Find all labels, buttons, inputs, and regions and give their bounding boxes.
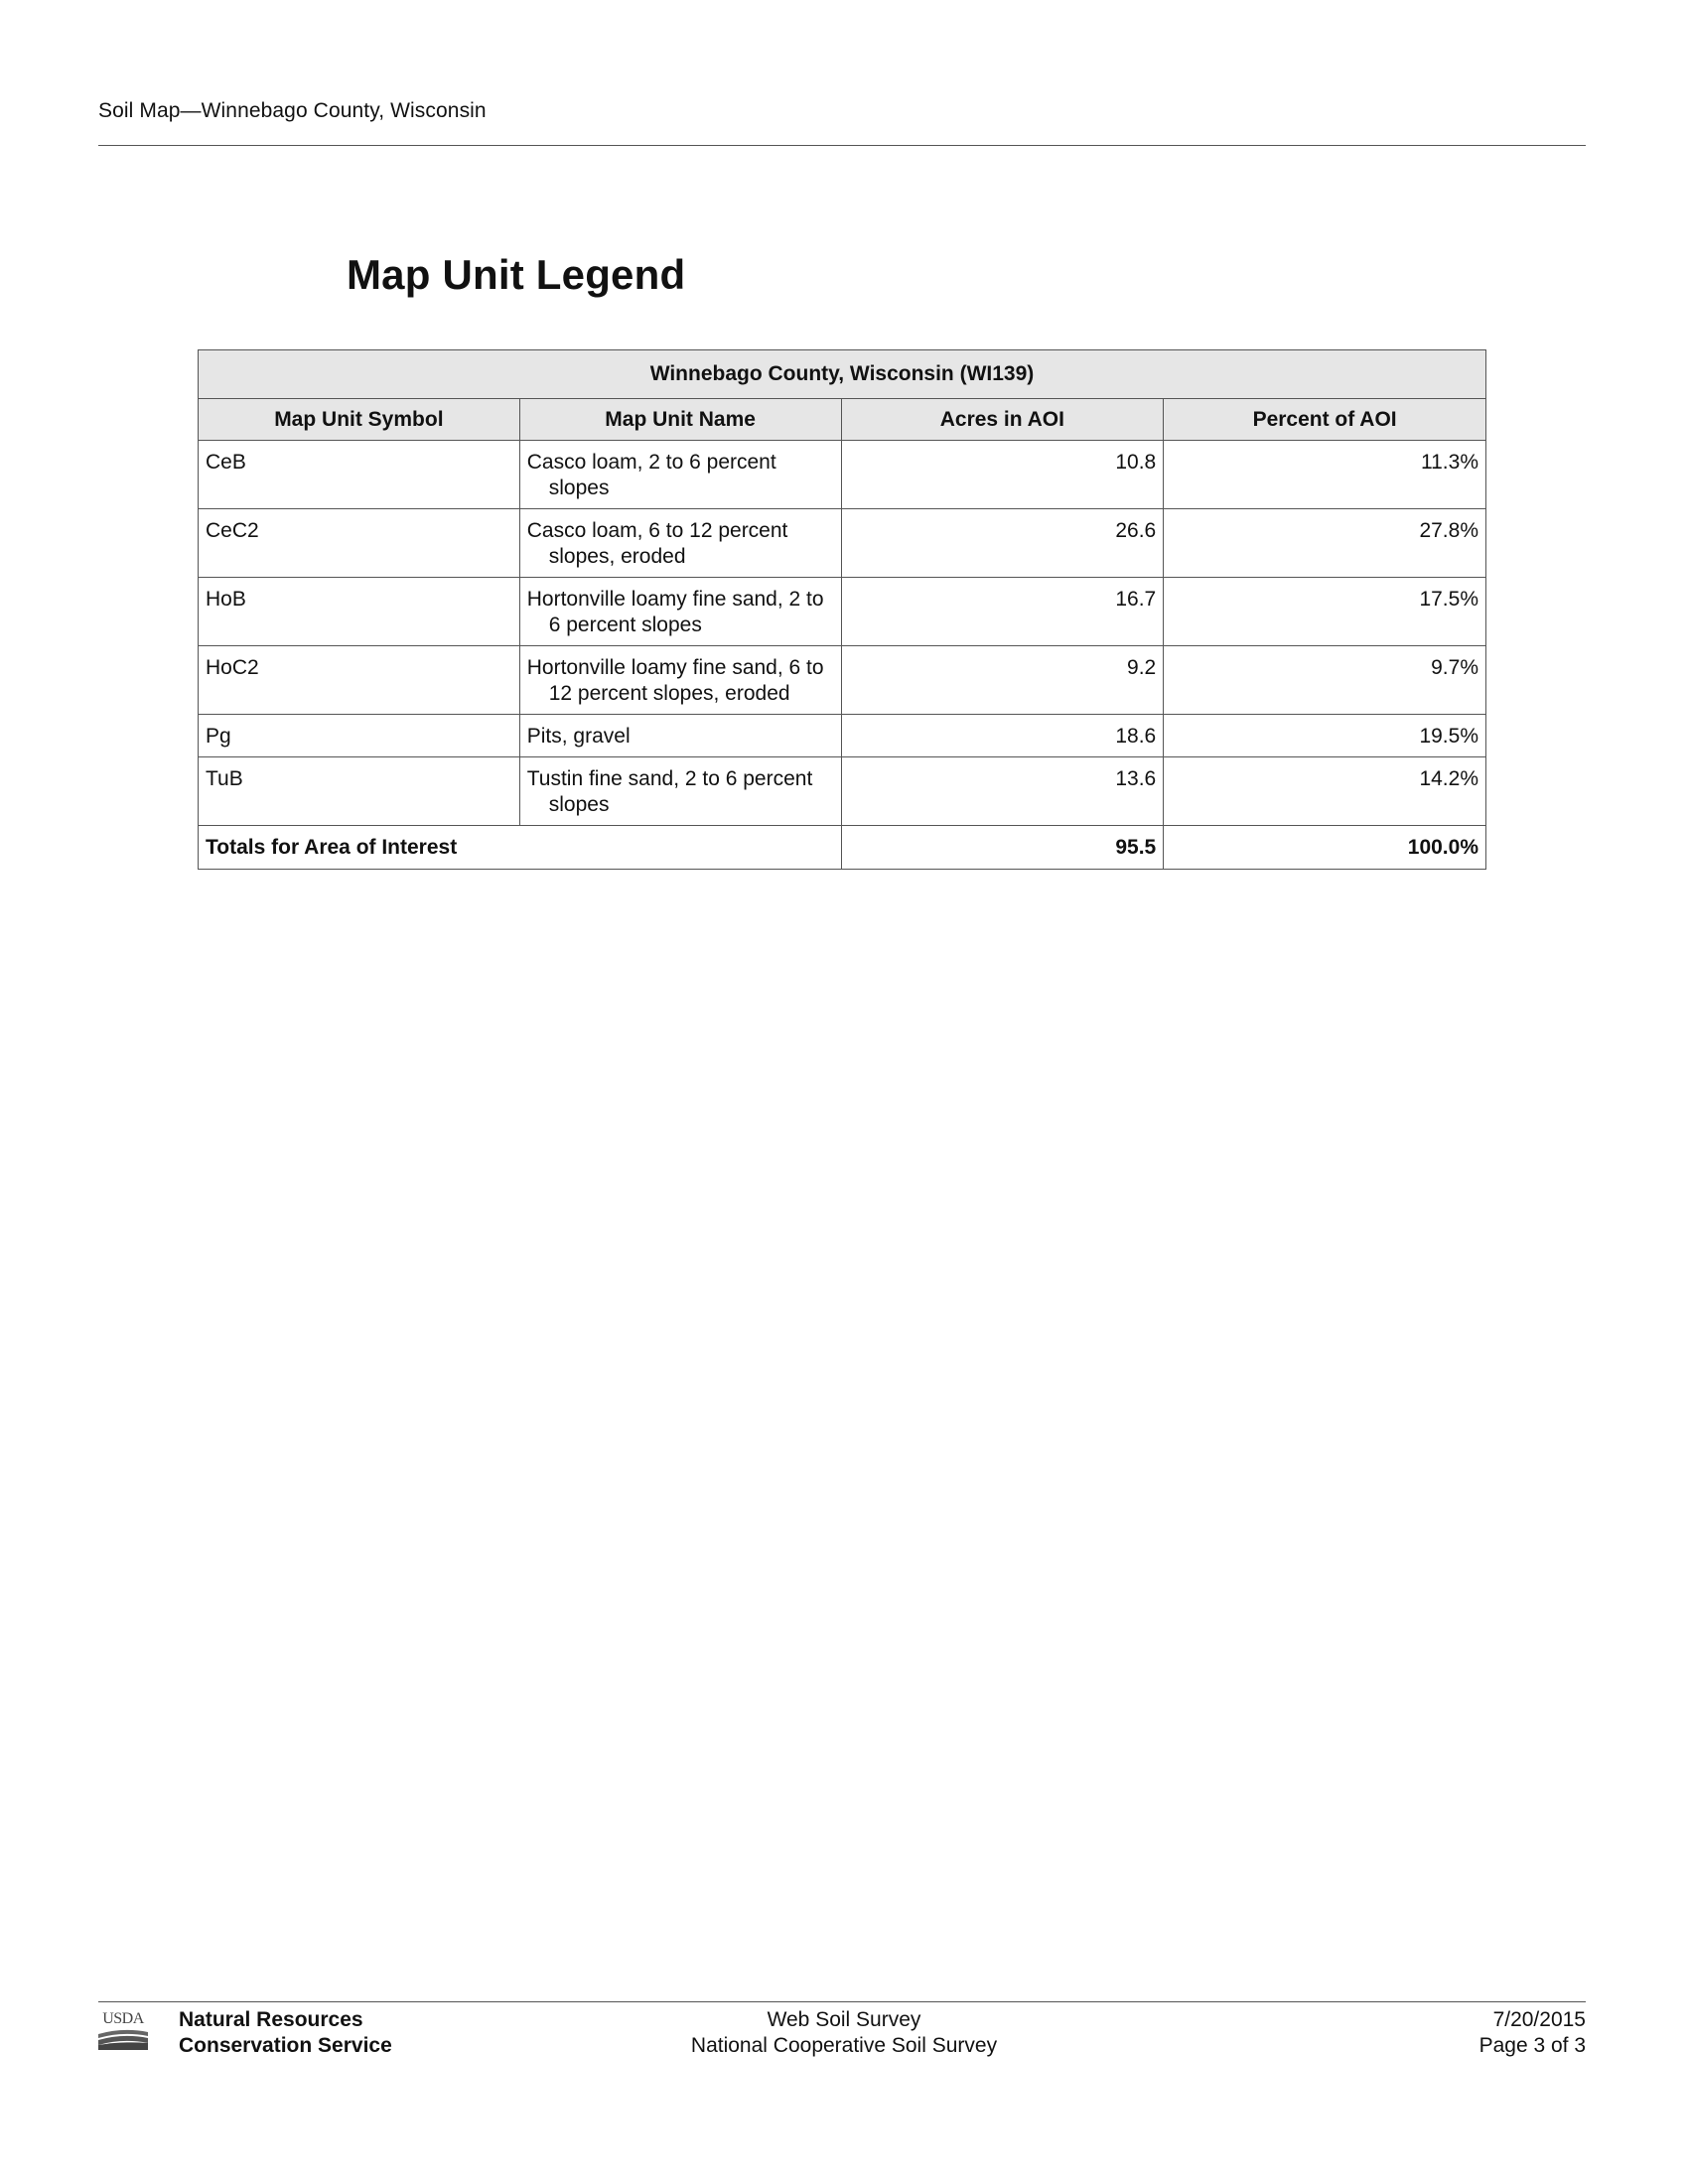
- column-header-row: [199, 399, 1486, 441]
- acres-value: 10.8: [841, 441, 1164, 509]
- header-divider: [98, 145, 1586, 146]
- document-title: Map Unit Legend: [347, 251, 686, 298]
- table-row: [199, 757, 1486, 826]
- percent-value: 19.5%: [1164, 715, 1486, 757]
- table-row: [199, 646, 1486, 715]
- totals-row: [199, 826, 1486, 870]
- map-unit-name: Tustin fine sand, 2 to 6 percent slopes: [519, 757, 841, 826]
- totals-percent: 100.0%: [1164, 826, 1486, 870]
- column-header-name: Map Unit Name: [519, 399, 841, 441]
- map-unit-name: Casco loam, 2 to 6 percent slopes: [519, 441, 841, 509]
- table-row: [199, 509, 1486, 578]
- usda-logo: [98, 2010, 148, 2050]
- percent-value: 27.8%: [1164, 509, 1486, 578]
- percent-value: 11.3%: [1164, 441, 1486, 509]
- page-header-title: Soil Map—Winnebago County, Wisconsin: [98, 99, 487, 122]
- survey-area-heading: Winnebago County, Wisconsin (WI139): [199, 350, 1486, 399]
- national-survey-label: National Cooperative Soil Survey: [690, 2034, 998, 2057]
- table-row: [199, 441, 1486, 509]
- totals-acres: 95.5: [841, 826, 1164, 870]
- percent-value: 14.2%: [1164, 757, 1486, 826]
- footer-center: [596, 2007, 1092, 2059]
- footer-right: [1479, 2007, 1586, 2059]
- acres-value: 13.6: [841, 757, 1164, 826]
- map-unit-symbol: CeB: [199, 441, 520, 509]
- map-unit-symbol: TuB: [199, 757, 520, 826]
- agency-line-1: Natural Resources: [179, 2008, 363, 2031]
- totals-label: Totals for Area of Interest: [199, 826, 842, 870]
- table-row: [199, 578, 1486, 646]
- acres-value: 9.2: [841, 646, 1164, 715]
- percent-value: 9.7%: [1164, 646, 1486, 715]
- percent-value: 17.5%: [1164, 578, 1486, 646]
- map-unit-symbol: Pg: [199, 715, 520, 757]
- acres-value: 26.6: [841, 509, 1164, 578]
- map-unit-symbol: HoB: [199, 578, 520, 646]
- footer-agency: [179, 2007, 392, 2059]
- footer-date: 7/20/2015: [1492, 2008, 1586, 2031]
- map-unit-symbol: CeC2: [199, 509, 520, 578]
- map-unit-name: Pits, gravel: [519, 715, 841, 757]
- column-header-symbol: Map Unit Symbol: [199, 399, 520, 441]
- column-header-percent: Percent of AOI: [1164, 399, 1486, 441]
- survey-area-row: [199, 350, 1486, 399]
- page-number: Page 3 of 3: [1478, 2034, 1586, 2057]
- map-unit-legend-table: [198, 349, 1486, 870]
- map-unit-name: Casco loam, 6 to 12 percent slopes, eroded: [519, 509, 841, 578]
- acres-value: 18.6: [841, 715, 1164, 757]
- map-unit-symbol: HoC2: [199, 646, 520, 715]
- table-row: [199, 715, 1486, 757]
- usda-logo-graphic: [98, 2010, 148, 2050]
- acres-value: 16.7: [841, 578, 1164, 646]
- column-header-acres: Acres in AOI: [841, 399, 1164, 441]
- usda-logo-text: USDA: [102, 2010, 144, 2027]
- map-unit-name: Hortonville loamy fine sand, 6 to 12 percent slopes, eroded: [519, 646, 841, 715]
- map-unit-name: Hortonville loamy fine sand, 2 to 6 percent slopes: [519, 578, 841, 646]
- web-soil-survey-label: Web Soil Survey: [767, 2008, 921, 2031]
- footer-divider: [98, 2001, 1586, 2002]
- agency-line-2: Conservation Service: [179, 2034, 392, 2057]
